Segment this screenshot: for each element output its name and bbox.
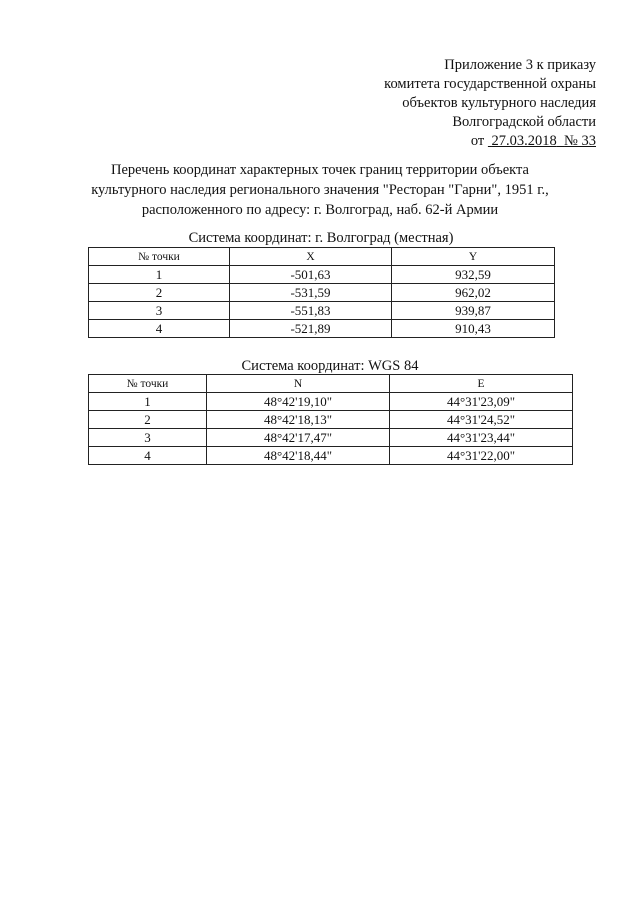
- point-number: 3: [89, 429, 207, 447]
- longitude-value: 44°31'24,52": [390, 411, 573, 429]
- header-n: N: [207, 375, 390, 393]
- table-row: [89, 447, 573, 465]
- table-row: [89, 284, 555, 302]
- latitude-value: 48°42'17,47": [207, 429, 390, 447]
- appendix-line-2: комитета государственной охраны: [384, 76, 596, 92]
- title-line-2: культурного наследия регионального значения "Ресторан "Гарни", 1951 г.,: [91, 182, 549, 198]
- wgs84-coordinates-table: [88, 374, 573, 465]
- wgs-system-caption: Система координат: WGS 84: [241, 358, 419, 374]
- appendix-line-4: Волгоградской области: [452, 114, 596, 130]
- local-system-caption: Система координат: г. Волгоград (местная): [188, 230, 454, 246]
- table-header-row: [89, 248, 555, 266]
- x-value: -531,59: [230, 284, 392, 302]
- y-value: 939,87: [392, 302, 555, 320]
- y-value: 910,43: [392, 320, 555, 338]
- table-row: [89, 320, 555, 338]
- longitude-value: 44°31'23,09": [390, 393, 573, 411]
- y-value: 932,59: [392, 266, 555, 284]
- table-row: [89, 429, 573, 447]
- table-row: [89, 411, 573, 429]
- table-row: [89, 393, 573, 411]
- header-point-number: № точки: [89, 248, 230, 266]
- point-number: 1: [89, 393, 207, 411]
- x-value: -551,83: [230, 302, 392, 320]
- table-row: [89, 266, 555, 284]
- table-row: [89, 302, 555, 320]
- title-line-1: Перечень координат характерных точек границ территории объекта: [111, 162, 529, 178]
- point-number: 4: [89, 320, 230, 338]
- header-x: X: [230, 248, 392, 266]
- latitude-value: 48°42'18,13": [207, 411, 390, 429]
- point-number: 2: [89, 411, 207, 429]
- x-value: -501,63: [230, 266, 392, 284]
- latitude-value: 48°42'18,44": [207, 447, 390, 465]
- order-date: 27.03.2018 № 33: [491, 133, 596, 149]
- appendix-line-1: Приложение 3 к приказу: [444, 57, 596, 73]
- x-value: -521,89: [230, 320, 392, 338]
- longitude-value: 44°31'23,44": [390, 429, 573, 447]
- header-e: E: [390, 375, 573, 393]
- local-coordinates-table: [88, 247, 555, 338]
- longitude-value: 44°31'22,00": [390, 447, 573, 465]
- appendix-line-3: объектов культурного наследия: [402, 95, 596, 111]
- header-point-number: № точки: [89, 375, 207, 393]
- order-number: № 33: [564, 133, 596, 149]
- y-value: 962,02: [392, 284, 555, 302]
- latitude-value: 48°42'19,10": [207, 393, 390, 411]
- point-number: 3: [89, 302, 230, 320]
- header-y: Y: [392, 248, 555, 266]
- document-title: [60, 160, 580, 220]
- title-line-3: расположенного по адресу: г. Волгоград, наб. 62-й Армии: [141, 202, 499, 218]
- point-number: 4: [89, 447, 207, 465]
- point-number: 1: [89, 266, 230, 284]
- point-number: 2: [89, 284, 230, 302]
- appendix-header: [384, 56, 596, 151]
- table-header-row: [89, 375, 573, 393]
- order-prefix: от: [470, 133, 485, 149]
- appendix-order-line: [384, 132, 596, 151]
